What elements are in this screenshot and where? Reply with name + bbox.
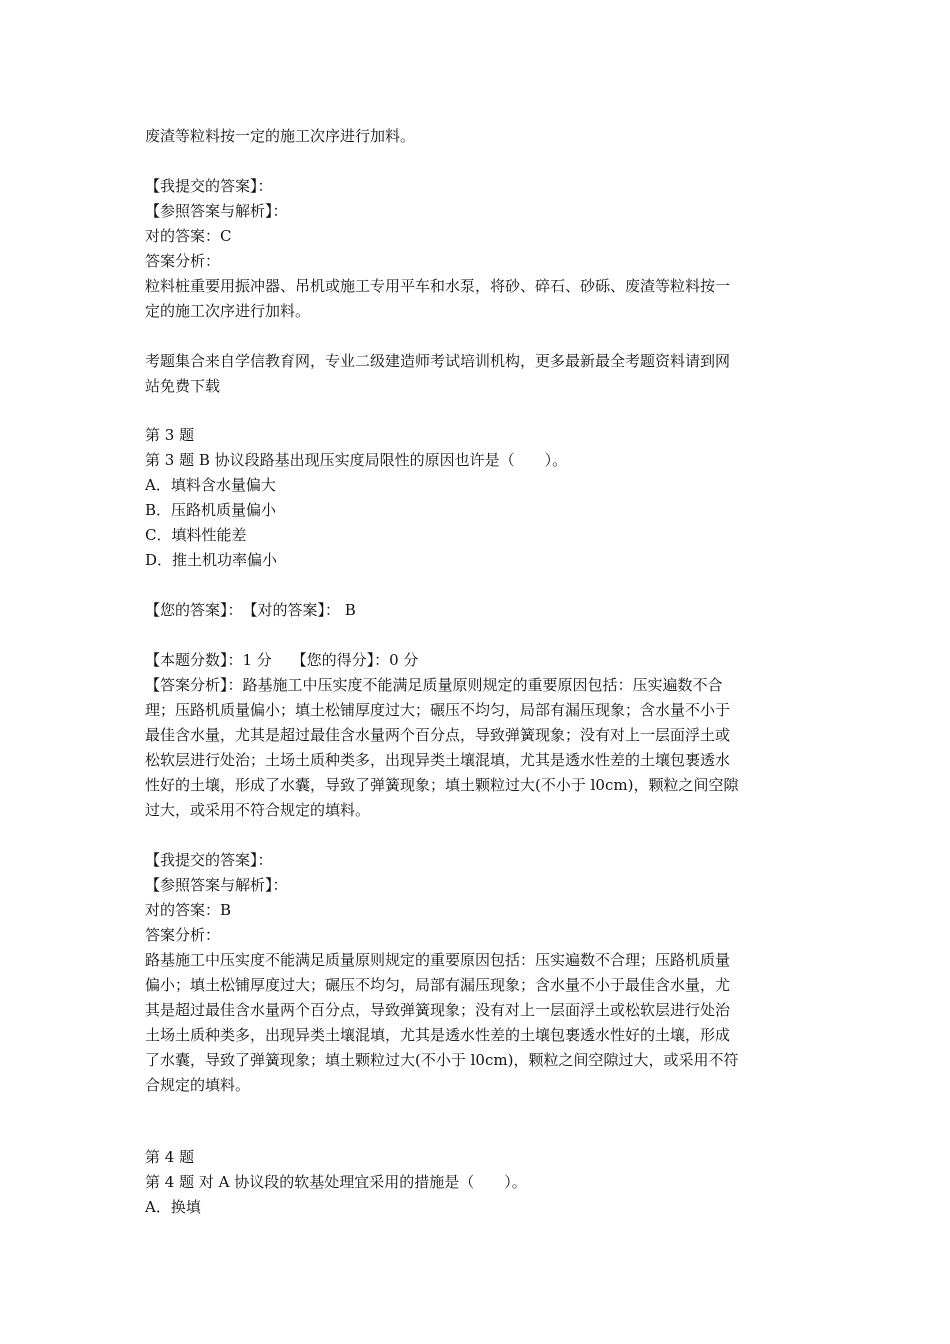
question-text: 第 3 题 B 协议段路基出现压实度局限性的原因也许是（ ）。 (145, 451, 568, 469)
text-line: 对的答案：C (145, 227, 232, 245)
text-line: 【答案分析】：路基施工中压实度不能满足质量原则规定的重要原因包括：压实遍数不合 (145, 676, 723, 694)
text-line: 合规定的填料。 (145, 1076, 251, 1094)
text-line: 对的答案：B (145, 901, 232, 919)
text-line: 路基施工中压实度不能满足质量原则规定的重要原因包括：压实遍数不合理；压路机质量 (145, 951, 731, 969)
option-b: B．压路机质量偏小 (145, 501, 277, 519)
text-line: 最佳含水量，尤其是超过最佳含水量两个百分点，导致弹簧现象；没有对上一层面浮土或 (145, 726, 731, 744)
text-line: 答案分析： (145, 926, 221, 944)
text-line: 偏小；填土松铺厚度过大；碾压不均匀，局部有漏压现象；含水量不小于最佳含水量，尤 (145, 976, 731, 994)
question-heading: 第 4 题 (145, 1148, 195, 1166)
text-line: 定的施工次序进行加料。 (145, 302, 311, 320)
text-line: 理；压路机质量偏小；填土松铺厚度过大；碾压不均匀，局部有漏压现象；含水量不小于 (145, 701, 731, 719)
text-line: 性好的土壤，形成了水囊，导致了弹簧现象；填土颗粒过大(不小于 l0cm)，颗粒之间空隙 (145, 776, 739, 794)
text-line: 【我提交的答案】： (145, 177, 273, 195)
text-line: 其是超过最佳含水量两个百分点，导致弹簧现象；没有对上一层面浮土或松软层进行处治 (145, 1001, 731, 1019)
text-line: 过大，或采用不符合规定的填料。 (145, 801, 371, 819)
option-a: A．换填 (145, 1198, 201, 1216)
text-line: 【参照答案与解析】： (145, 202, 288, 220)
answer-line: 【您的答案】： 【对的答案】： B (145, 601, 356, 619)
option-c: C．填料性能差 (145, 526, 247, 544)
text-line: 粒料桩重要用振冲器、吊机或施工专用平车和水泵，将砂、碎石、砂砾、废渣等粒料按一 (145, 277, 731, 295)
text-line: 废渣等粒料按一定的施工次序进行加料。 (145, 127, 416, 145)
question-heading: 第 3 题 (145, 426, 195, 444)
text-line: 松软层进行处治；土场土质种类多，出现异类土壤混填，尤其是透水性差的土壤包裹透水 (145, 751, 731, 769)
text-line: 【我提交的答案】： (145, 851, 273, 869)
option-a: A．填料含水量偏大 (145, 476, 276, 494)
text-line: 答案分析： (145, 252, 221, 270)
text-line: 考题集合来自学信教育网，专业二级建造师考试培训机构，更多最新最全考题资料请到网 (145, 352, 731, 370)
question-text: 第 4 题 对 A 协议段的软基处理宜采用的措施是（ ）。 (145, 1173, 527, 1191)
text-line: 了水囊，导致了弹簧现象；填土颗粒过大(不小于 l0cm)，颗粒之间空隙过大，或采用不符 (145, 1051, 739, 1069)
option-d: D．推土机功率偏小 (145, 551, 278, 569)
text-line: 土场土质种类多，出现异类土壤混填，尤其是透水性差的土壤包裹透水性好的土壤，形成 (145, 1026, 731, 1044)
score-line: 【本题分数】：1 分 【您的得分】：0 分 (145, 651, 419, 669)
text-line: 【参照答案与解析】： (145, 876, 288, 894)
text-line: 站免费下载 (145, 377, 221, 395)
